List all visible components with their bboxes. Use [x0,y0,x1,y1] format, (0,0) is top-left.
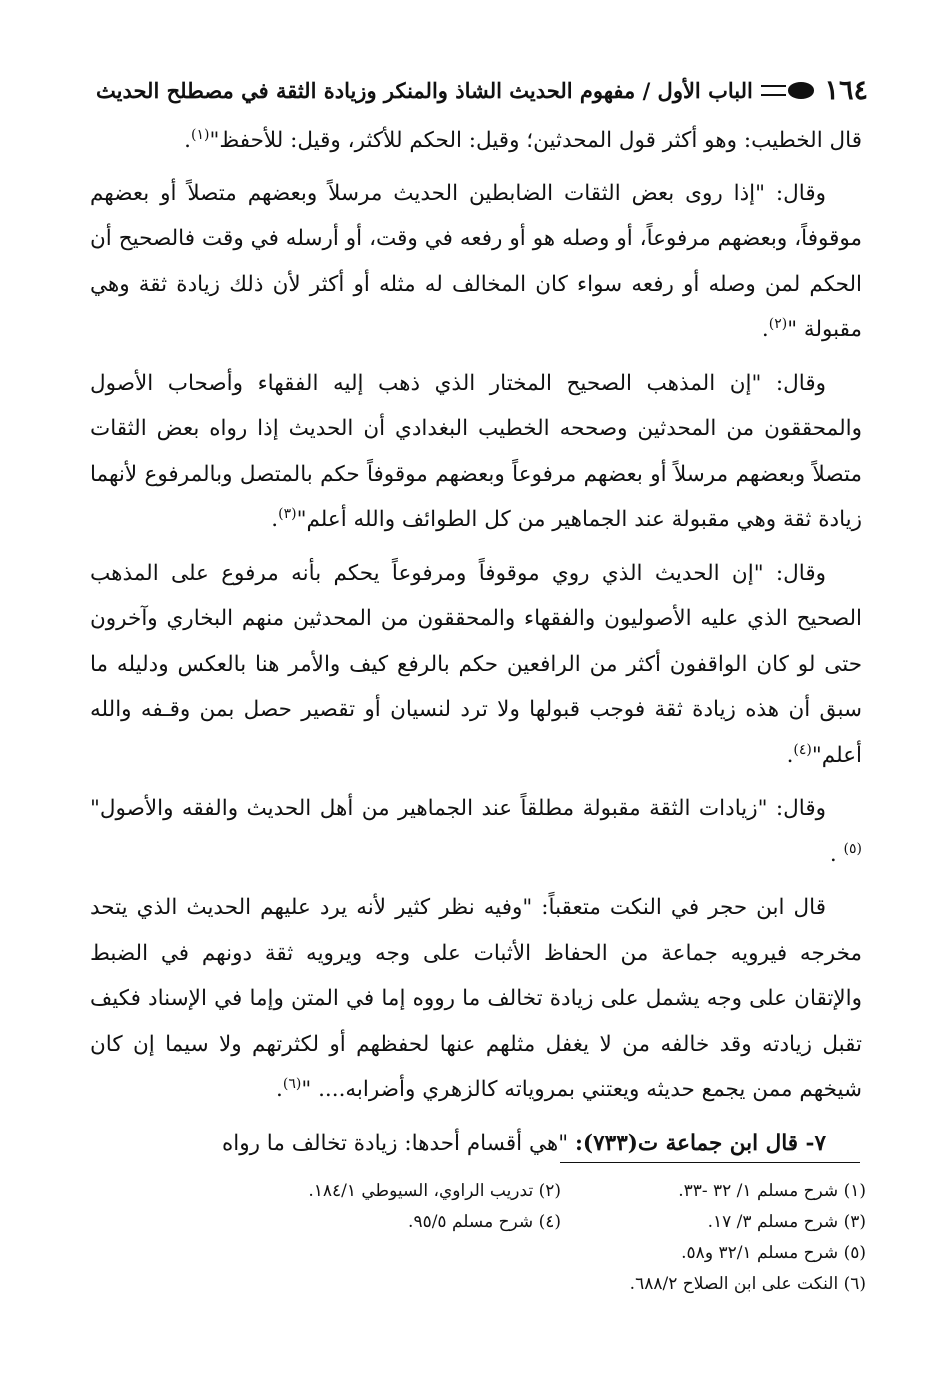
footnote-ref: (٥) [843,840,862,857]
section-7-paragraph: ٧- قال ابن جماعة ت(٧٣٣): "هي أقسام أحدها: زيادة تخالف ما رواه [221,1130,826,1156]
paragraph: وقال: "إن المذهب الصحيح المختار الذي ذهب إليه الفقهاء وأصحاب الأصول والمحققون من المحدثين وصححه الخطيب البغدادي أن الحديث إذا رواه بعض الثقات متصلاً وبعضهم مرسلاً أو بعضهم مرفوعاً وبعضهم موقوفاً حكم بالمتصل وبالمرفوع لأنهما زيادة ثقة وهي مقبولة عند الجماهير من كل الطوائف والله أعلم"$^{(٣)}$. [90,370,862,532]
main-text [90,118,862,1174]
footnotes [200,1176,866,1300]
footnote: (٥) شرح مسلم ٣٢/١ و٥٨. [681,1243,866,1263]
header-ornament [788,82,815,99]
paragraph: وقال: "إذا روى بعض الثقات الضابطين الحديث مرسلاً وبعضهم متصلاً أو بعضهم موقوفاً، وبعضهم مرفوعاً، أو وصله هو أو رفعه في وقت، أو أرسله في وقت فالصحيح أن الحكم لمن وصله أو رفعه سواء كان المخالف له مثله أو أكثر لأن ذلك زيادة ثقة وهي مقبولة "$^{(٢)}$. [90,180,862,342]
page-number: ١٦٤ [824,74,868,106]
footnote: (٣) شرح مسلم ٣/ ١٧. [707,1212,866,1232]
footnote-row [200,1269,866,1300]
footnote: (١) شرح مسلم ١/ ٣٢ -٣٣. [678,1181,866,1201]
footnote-ref: (١) [190,126,210,143]
footnote-divider [560,1162,860,1163]
footnote-ref: (٤) [793,741,812,758]
running-header [88,66,868,114]
paragraph: قال ابن حجر في النكت متعقباً: "وفيه نظر كثير لأنه يرد عليهم الحديث الذي يتحد مخرجه فيرويه جماعة من الحفاظ الأثبات على وجه ويرويه ثقة دونهم في الضبط والإتقان على وجه يشمل على زيادة تخالف ما رووه إما في المتن وإما في الإسناد فكيف تقبل زيادته وقد خالفه من لا يغفل مثلهم عنها لحفظهم أو لكثرتهم ولا سيما إن كان شيخهم ممن يجمع حديثه ويعتني بمروياته كالزهري وأضرابه.... "$^{(٦)}$. [90,895,862,1102]
section-7-heading: ٧- قال ابن جماعة ت(٧٣٣): [574,1130,826,1156]
footnote: (٦) النكت على ابن الصلاح ٦٨٨/٢. [629,1274,866,1294]
running-title: الباب الأول / مفهوم الحديث الشاذ والمنكر وزيادة الثقة في مصطلح الحديث [96,77,753,103]
footnote: (٢) تدريب الراوي، السيوطي ١٨٤/١. [308,1181,561,1201]
footnote: (٤) شرح مسلم ٩٥/٥. [408,1212,561,1232]
footnote-ref: (٢) [768,315,788,332]
footnote-row [200,1176,866,1207]
footnote-row [200,1207,866,1238]
footnote-row [200,1238,866,1269]
paragraph: قال الخطيب: وهو أكثر قول المحدثين؛ وقيل: الحكم للأكثر، وقيل: للأحفظ"$^{(١)}$. [184,126,862,153]
header-rule-right [761,85,786,96]
paragraph: وقال: "إن الحديث الذي روي موقوفاً ومرفوعاً يحكم بأنه مرفوع على المذهب الصحيح الذي عليه الأصوليون والفقهاء والمحققون من المحدثين منهم البخاري وآخرون حتى لو كان الواقفون أكثر من الرافعين حكم بالرفع كيف والأمر هنا بالعكس ودليله ما سبق أن هذه زيادة ثقة فوجب قبولها ولا ترد لنسيان أو تقصير حصل بمن وقـفه والله أعلم"$^{(٤)}$. [90,560,862,768]
footnote-ref: (٦) [282,1075,302,1092]
paragraph: وقال: "زيادات الثقة مقبولة مطلقاً عند الجماهير من أهل الحديث والفقه والأصول"$^{(٥)}$ . [90,796,862,867]
footnote-ref: (٣) [278,505,297,522]
